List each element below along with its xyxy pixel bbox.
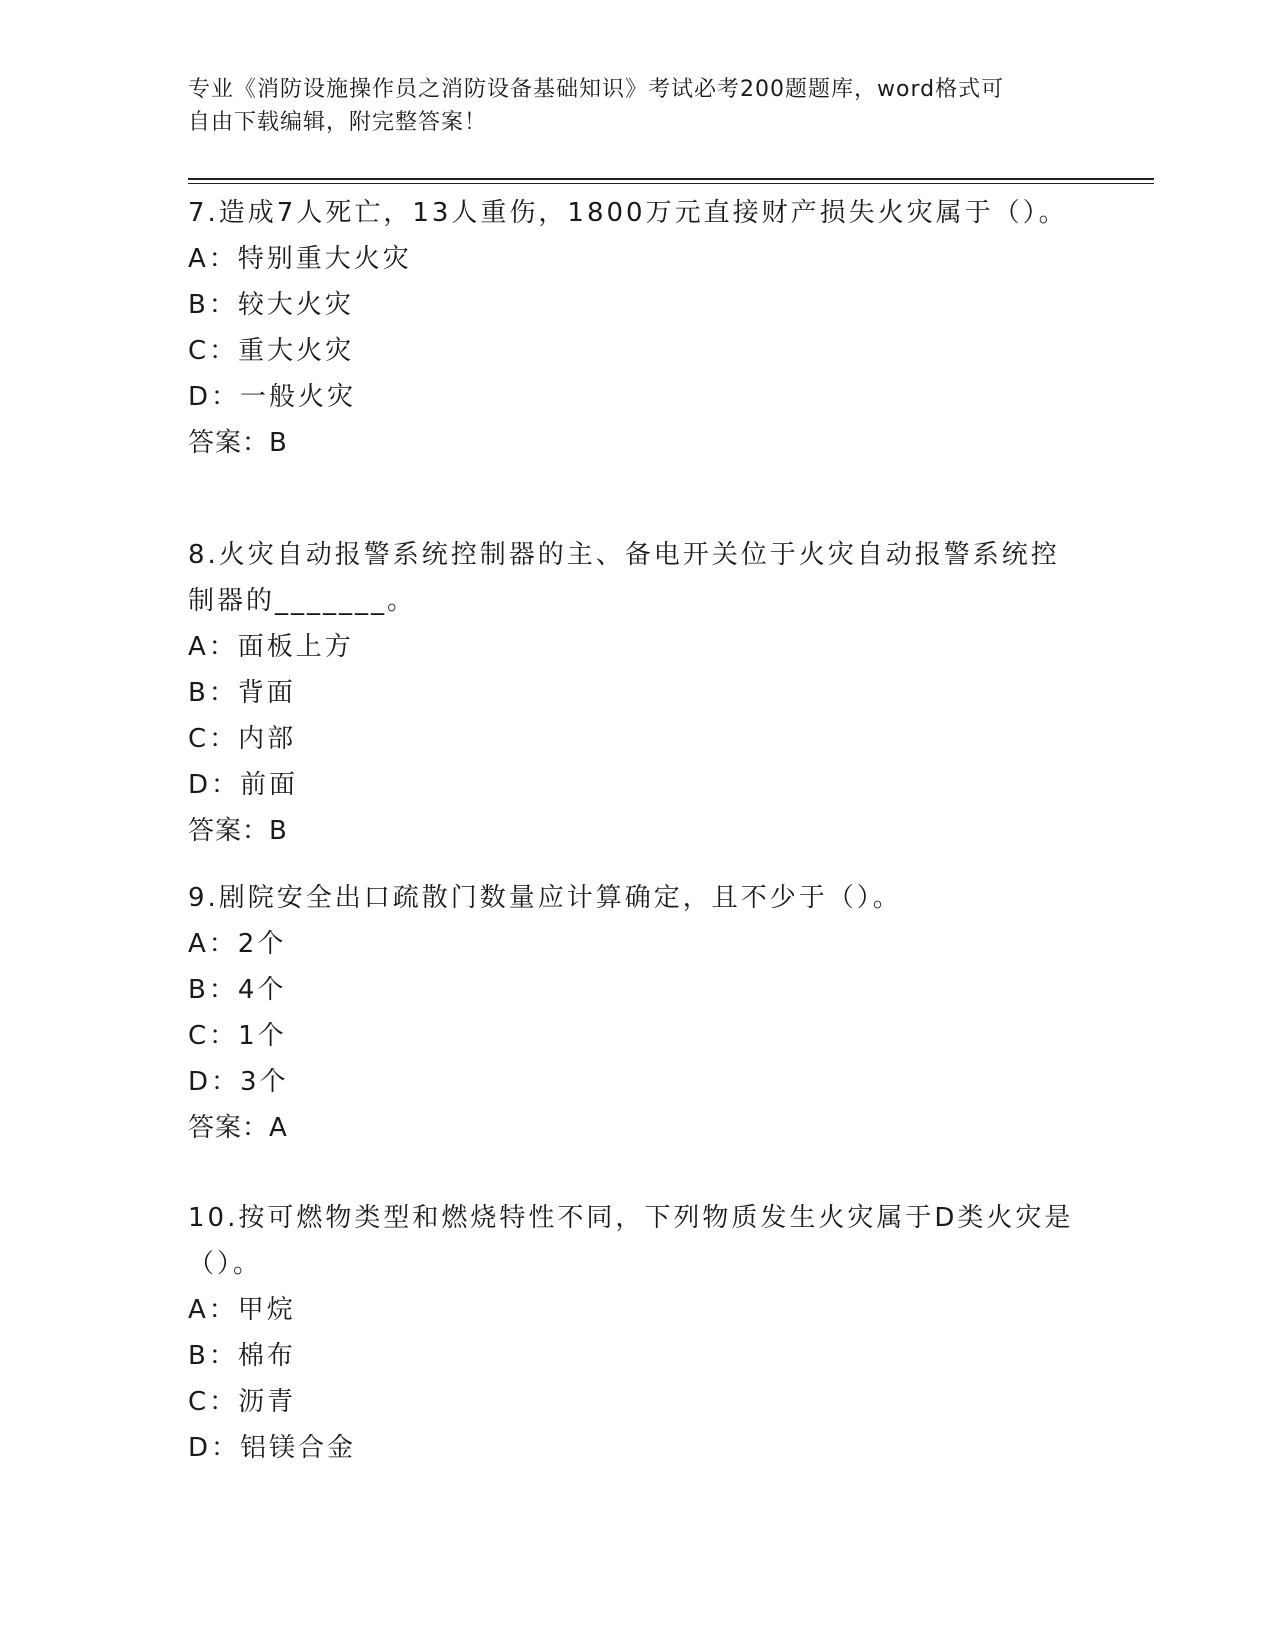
question-stem-line-1: 10.按可燃物类型和燃烧特性不同，下列物质发生火灾属于D类火灾是: [188, 1203, 1074, 1233]
header-divider-thick: [188, 178, 1154, 180]
document-header: [188, 73, 1068, 139]
answer: 答案：A: [188, 1113, 288, 1143]
question-stem: 7.造成7人死亡，13人重伤，1800万元直接财产损失火灾属于（）。: [188, 198, 1068, 228]
question-stem-line-2: 制器的_______。: [188, 586, 417, 616]
option-a: A：面板上方: [188, 632, 354, 662]
option-d: D：3个: [188, 1067, 289, 1097]
option-d: D：铝镁合金: [188, 1433, 357, 1463]
header-line-1: 专业《消防设施操作员之消防设备基础知识》考试必考200题题库，word格式可: [188, 77, 1005, 102]
option-b: B：棉布: [188, 1341, 296, 1371]
answer: 答案：B: [188, 428, 288, 458]
option-c: C：沥青: [188, 1387, 297, 1417]
option-d: D：前面: [188, 770, 299, 800]
question-8: [188, 532, 1088, 854]
option-a: A：甲烷: [188, 1295, 296, 1325]
question-stem: 9.剧院安全出口疏散门数量应计算确定，且不少于（）。: [188, 883, 902, 913]
question-stem-line-2: （）。: [188, 1249, 263, 1279]
option-a: A：2个: [188, 929, 287, 959]
question-9: [188, 875, 1088, 1151]
answer: 答案：B: [188, 816, 288, 846]
question-stem-line-1: 8.火灾自动报警系统控制器的主、备电开关位于火灾自动报警系统控: [188, 540, 1060, 570]
option-b: B：较大火灾: [188, 290, 354, 320]
option-b: B：背面: [188, 678, 296, 708]
question-7: [188, 190, 1088, 466]
header-line-2: 自由下载编辑，附完整答案！: [188, 110, 488, 135]
header-divider-thin: [188, 183, 1154, 184]
option-c: C：重大火灾: [188, 336, 355, 366]
question-10: [188, 1195, 1088, 1471]
option-c: C：内部: [188, 724, 297, 754]
option-a: A：特别重大火灾: [188, 244, 412, 274]
option-b: B：4个: [188, 975, 287, 1005]
option-c: C：1个: [188, 1021, 287, 1051]
option-d: D：一般火灾: [188, 382, 357, 412]
